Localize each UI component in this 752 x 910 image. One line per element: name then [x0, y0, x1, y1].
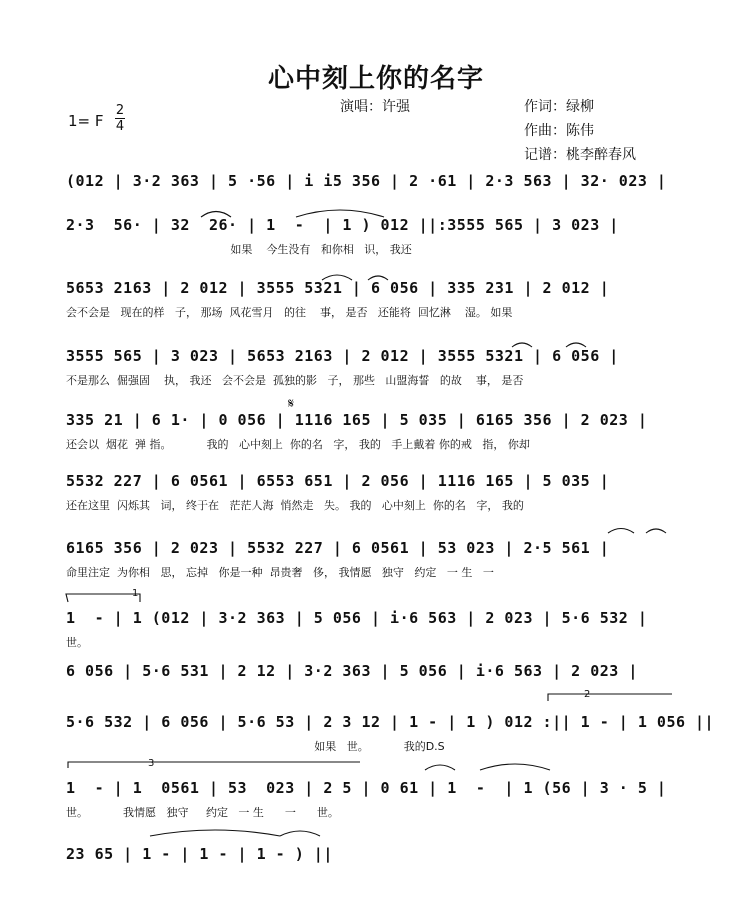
lyrics-line: 不是那么 倔强固 执， 我还 会不会是 孤独的影 子， 那些 山盟海誓 的故 事， 是否 [66, 374, 524, 387]
slur-icon [566, 343, 586, 347]
slur-icon [608, 529, 634, 534]
lyrics-line: 命里注定 为你相 思， 忘掉 你是一种 昂贵奢 侈， 我情愿 独守 约定 一 生 一 [66, 566, 494, 579]
notation-line: (012 | 3·2 363 | 5 ·56 | i i5 356 | 2 ·61 | 2·3 563 | 32· 023 | [66, 172, 667, 190]
volta-number-1: 1 [132, 588, 139, 599]
notation-line: 1 - | 1 0561 | 53 023 | 2 5 | 0 61 | 1 - | 1 (56 | 3 · 5 | [66, 779, 667, 797]
key-signature: 1= F [68, 112, 104, 130]
composer-credit: 作曲：陈伟 [524, 123, 594, 139]
notation-line: 335 21 | 6 1· | 0 056 | 1116 165 | 5 035 | 6165 356 | 2 023 | [66, 411, 648, 429]
segno-icon: 𝄋 [288, 396, 295, 412]
tie-icon [150, 830, 280, 836]
notation-line: 6 056 | 5·6 531 | 2 12 | 3·2 363 | 5 056 | i·6 563 | 2 023 | [66, 662, 638, 680]
volta-bracket-icon [66, 594, 140, 602]
lyricist-credit: 作词：绿柳 [524, 99, 594, 115]
lyrics-line: 世。 [66, 636, 88, 649]
lyrics-line: 会不会是 现在的样 子， 那场 风花雪月 的往 事， 是否 还能将 回忆淋 湿。 如果 [66, 306, 513, 319]
transcriber-credit: 记谱：桃李醉春风 [524, 147, 636, 163]
slur-icon [646, 529, 666, 533]
notation-line: 23 65 | 1 - | 1 - | 1 - ) || [66, 845, 333, 863]
time-top: 2 [115, 103, 125, 118]
slur-icon [425, 765, 455, 770]
time-bottom: 4 [115, 119, 125, 134]
volta-number-3: 3 [148, 758, 155, 769]
volta-bracket-icon [548, 694, 672, 701]
slur-icon [201, 212, 231, 218]
singer-credit: 演唱：许强 [340, 99, 410, 115]
notation-line: 5653 2163 | 2 012 | 3555 5321 | 6 056 | 335 231 | 2 012 | [66, 279, 610, 297]
lyrics-line: 还在这里 闪烁其 词， 终于在 茫茫人海 悄然走 失。 我的 心中刻上 你的名 字， 我的 [66, 499, 524, 512]
notation-line: 5·6 532 | 6 056 | 5·6 53 | 2 3 12 | 1 - | 1 ) 012 :|| 1 - | 1 056 || [66, 713, 715, 731]
volta-bracket-icon [68, 762, 360, 768]
slur-icon [368, 276, 388, 280]
song-title: 心中刻上你的名字 [267, 64, 484, 94]
volta-number-2: 2 [584, 689, 591, 700]
tie-icon [480, 764, 550, 770]
slur-icon [322, 275, 352, 280]
slur-icon [512, 343, 532, 347]
lyrics-line: 还会以 烟花 弹 指。 我的 心中刻上 你的名 字， 我的 手上戴着 你的戒 指， 你却 [66, 438, 530, 451]
lyrics-line: 如果 今生没有 和你相 识， 我还 [66, 243, 412, 256]
notation-line: 5532 227 | 6 0561 | 6553 651 | 2 056 | 1116 165 | 5 035 | [66, 472, 610, 490]
tie-icon [296, 210, 384, 217]
lyrics-line: 如果 世。 我的D.S [66, 740, 445, 753]
tie-icon [280, 831, 320, 836]
notation-line: 2·3 56· | 32 26· | 1 - | 1 ) 012 ||:3555 565 | 3 023 | [66, 216, 619, 234]
notation-line: 3555 565 | 3 023 | 5653 2163 | 2 012 | 3555 5321 | 6 056 | [66, 347, 619, 365]
notation-line: 1 - | 1 (012 | 3·2 363 | 5 056 | i·6 563 | 2 023 | 5·6 532 | [66, 609, 648, 627]
lyrics-line: 世。 我情愿 独守 约定 一 生 一 世。 [66, 806, 339, 819]
notation-line: 6165 356 | 2 023 | 5532 227 | 6 0561 | 53 023 | 2·5 561 | [66, 539, 610, 557]
